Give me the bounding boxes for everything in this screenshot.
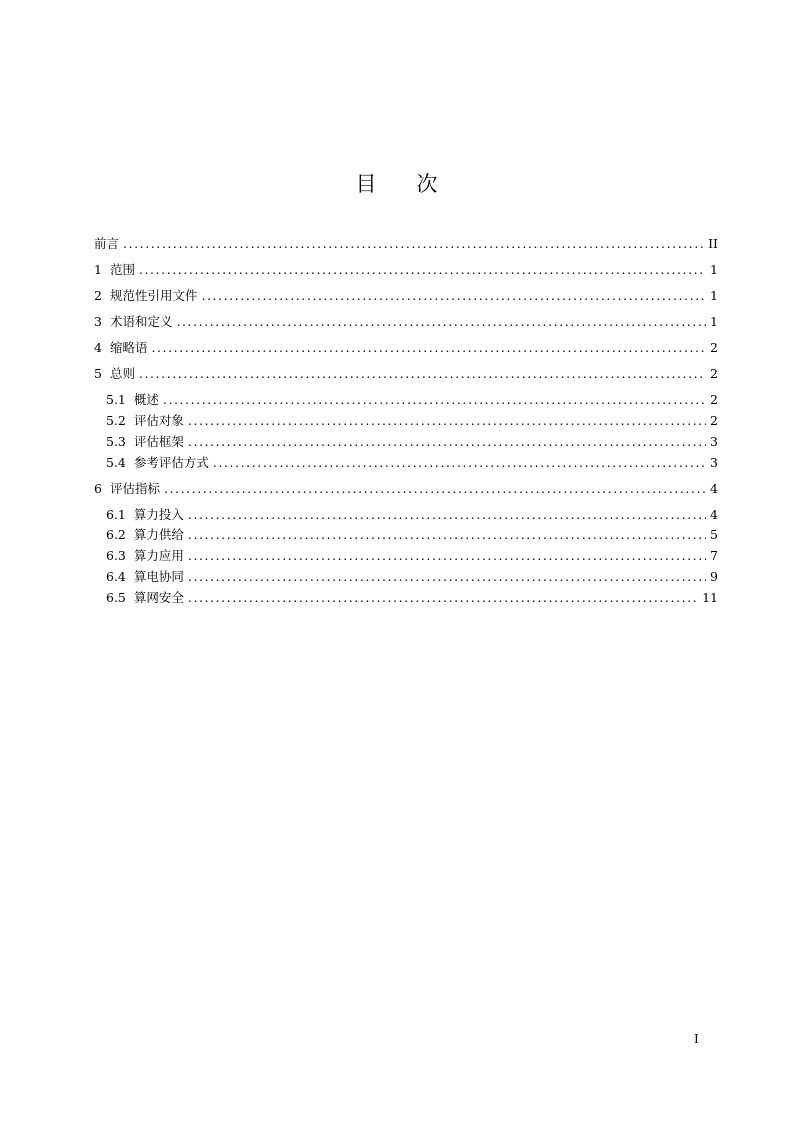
toc-leader-dots <box>213 454 706 472</box>
toc-leader-dots <box>188 433 706 451</box>
toc-label: 范围 <box>109 262 135 277</box>
toc-entry-5-2[interactable] <box>106 412 718 430</box>
toc-number: 5.4 <box>106 455 126 470</box>
toc-page-number: 3 <box>710 434 718 449</box>
toc-number: 6.5 <box>106 590 126 605</box>
toc-number: 6.2 <box>106 527 126 542</box>
toc-number: 2 <box>94 288 102 303</box>
toc-leader-dots <box>188 526 706 544</box>
toc-entry-6-2[interactable] <box>106 526 718 544</box>
toc-leader-dots <box>164 480 706 498</box>
toc-number: 6.3 <box>106 548 126 563</box>
toc-label: 术语和定义 <box>109 314 173 329</box>
toc-page-number: 2 <box>710 413 718 428</box>
toc-entry-general[interactable] <box>94 365 718 383</box>
toc-number: 4 <box>94 340 102 355</box>
toc-page-number: 1 <box>710 262 718 277</box>
toc-page-number: 4 <box>710 507 718 522</box>
toc-label: 规范性引用文件 <box>109 288 198 303</box>
title-char-2: 次 <box>416 172 438 196</box>
toc-label: 评估指标 <box>109 481 160 496</box>
toc-page-number: 7 <box>710 548 718 563</box>
toc-page-number: 11 <box>702 590 718 605</box>
toc-page-number: 3 <box>710 455 718 470</box>
page-title <box>0 168 793 198</box>
toc-entry-abbreviations[interactable] <box>94 339 718 357</box>
toc-label: 评估框架 <box>133 434 184 449</box>
toc-leader-dots <box>188 568 706 586</box>
toc-page-number: 5 <box>710 527 718 542</box>
toc-leader-dots <box>201 287 706 305</box>
toc-leader-dots <box>188 412 706 430</box>
toc-entry-normative-references[interactable] <box>94 287 718 305</box>
toc-entry-6-3[interactable] <box>106 547 718 565</box>
toc-label: 算电协同 <box>133 569 184 584</box>
toc-label: 总则 <box>109 366 135 381</box>
toc-number: 5 <box>94 366 102 381</box>
toc-number: 5.3 <box>106 434 126 449</box>
toc-label: 算力应用 <box>133 548 184 563</box>
toc-page-number: 1 <box>710 288 718 303</box>
toc-page-number: 9 <box>710 569 718 584</box>
toc-leader-dots <box>139 365 706 383</box>
toc-entry-5-1[interactable] <box>106 391 718 409</box>
toc-number: 1 <box>94 262 102 277</box>
toc-entry-evaluation-indicators[interactable] <box>94 480 718 498</box>
toc-leader-dots <box>188 506 706 524</box>
toc-entry-6-4[interactable] <box>106 568 718 586</box>
toc-page-number: 4 <box>710 481 718 496</box>
toc-page-number: 2 <box>710 392 718 407</box>
title-char-1: 目 <box>355 172 377 196</box>
toc-leader-dots <box>139 261 706 279</box>
toc-page-number: 1 <box>710 314 718 329</box>
toc-leader-dots <box>163 391 706 409</box>
toc-leader-dots <box>151 339 706 357</box>
toc-label: 评估对象 <box>133 413 184 428</box>
toc-label: 缩略语 <box>109 340 148 355</box>
toc-entry-terms-definitions[interactable] <box>94 313 718 331</box>
toc-number: 6.1 <box>106 507 126 522</box>
toc-number: 3 <box>94 314 102 329</box>
toc-label: 概述 <box>133 392 159 407</box>
toc-number: 5.2 <box>106 413 126 428</box>
toc-entry-scope[interactable] <box>94 261 718 279</box>
toc-page-number: 2 <box>710 366 718 381</box>
toc-leader-dots <box>188 547 706 565</box>
toc-leader-dots <box>123 235 704 253</box>
toc-label: 算力投入 <box>133 507 184 522</box>
toc-page-number: II <box>708 236 718 251</box>
toc-number: 6 <box>94 481 102 496</box>
toc-number: 6.4 <box>106 569 126 584</box>
toc-number: 5.1 <box>106 392 126 407</box>
toc-label: 算力供给 <box>133 527 184 542</box>
toc-entry-5-4[interactable] <box>106 454 718 472</box>
toc-leader-dots <box>188 589 698 607</box>
toc-entry-foreword[interactable] <box>94 235 718 253</box>
toc-label: 参考评估方式 <box>133 455 209 470</box>
toc-page-number: 2 <box>710 340 718 355</box>
toc-label: 算网安全 <box>133 590 184 605</box>
toc-leader-dots <box>176 313 706 331</box>
toc-entry-6-5[interactable] <box>106 589 718 607</box>
footer-page-number: I <box>694 1032 699 1046</box>
toc-label: 前言 <box>94 236 120 251</box>
toc-entry-5-3[interactable] <box>106 433 718 451</box>
toc-entry-6-1[interactable] <box>106 506 718 524</box>
